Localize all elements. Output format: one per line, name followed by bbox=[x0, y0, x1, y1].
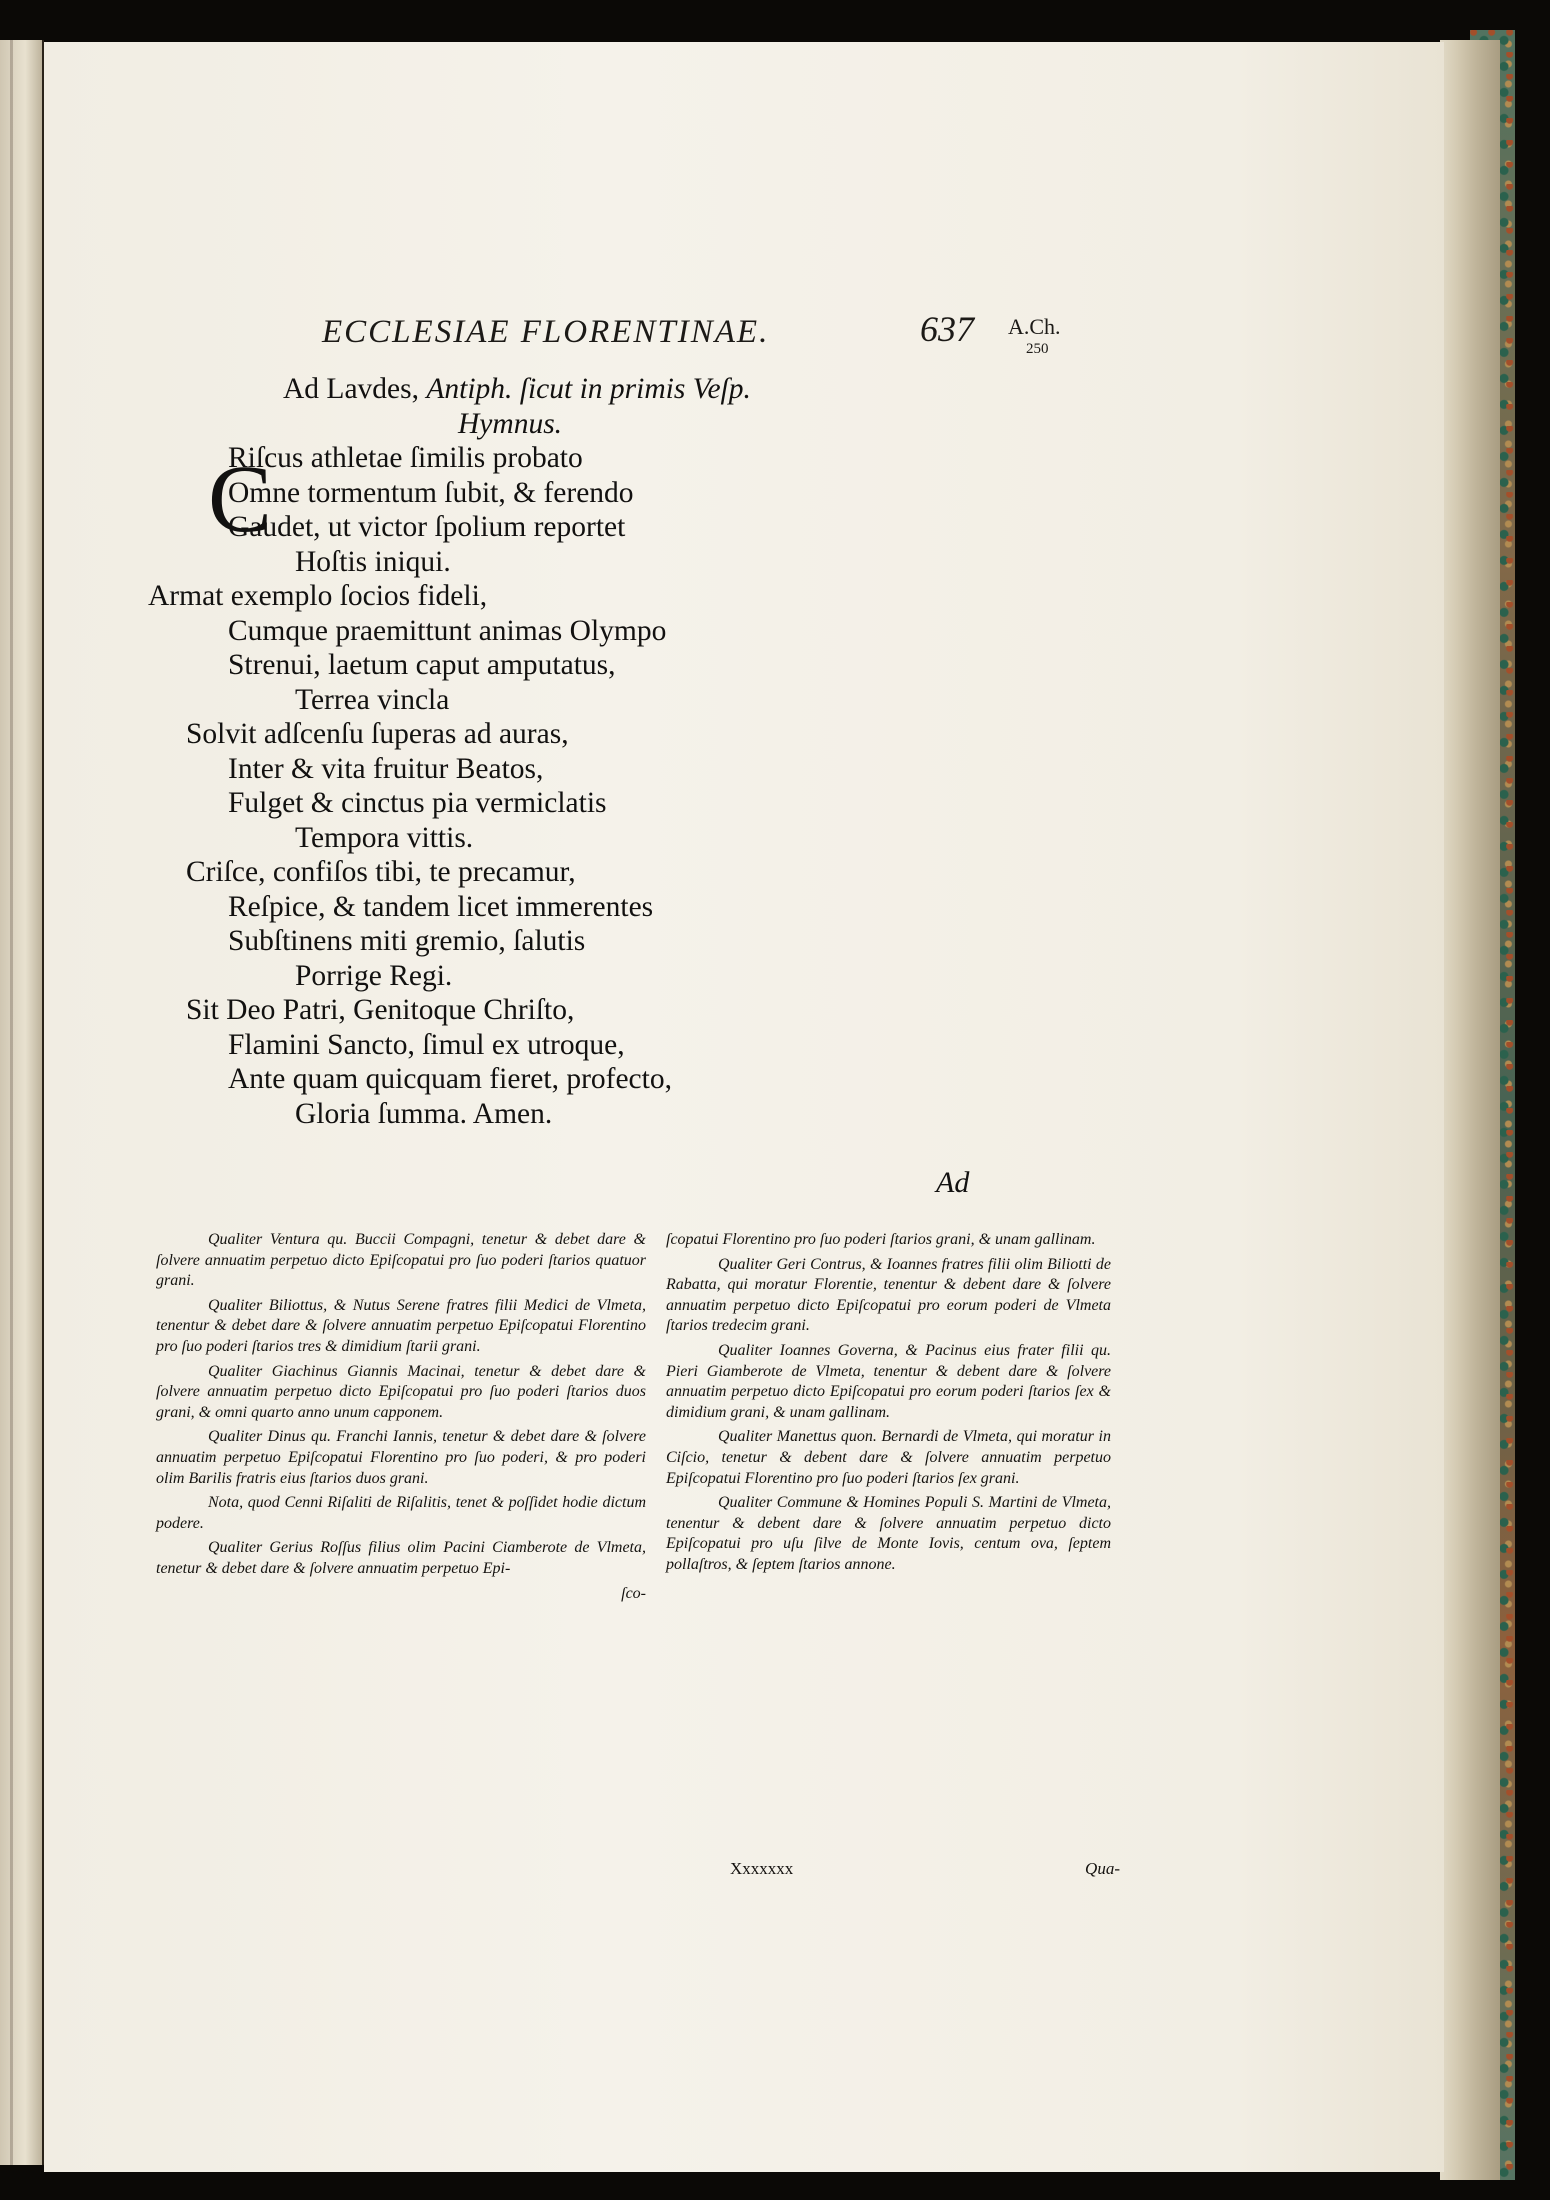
hymn-line: Solvit adſcenſu ſuperas ad auras, bbox=[186, 718, 569, 750]
entry-paragraph: Qualiter Geri Contrus, & Ioannes fratres filii olim Biliotti de Rabatta, qui moratur Florentie, tenentur & debent dare & ſolvere annuatim perpetuo dicto Epiſcopatui pro eorum poderi de Vlmeta ſtarios tredecim grani. bbox=[666, 1255, 1111, 1335]
page-block-edge bbox=[1440, 40, 1500, 2180]
entry-paragraph: ſcopatui Florentino pro ſuo poderi ſtarios grani, & unam gallinam. bbox=[666, 1231, 1096, 1248]
facing-page-edge bbox=[0, 40, 44, 2165]
drop-cap: C bbox=[208, 445, 273, 552]
margin-note-label: A.Ch. bbox=[1008, 314, 1061, 339]
entry-paragraph: Qualiter Ioannes Governa, & Pacinus eius frater filii qu. Pieri Giamberote de Vlmeta, tenentur & debent dare & ſolvere annuatim perpetuo dicto Epiſcopatui pro eorum poderi ſtarios ſex & dimidium grani, & unam gallinam. bbox=[666, 1341, 1111, 1421]
page-number: 637 bbox=[920, 309, 974, 349]
hymn-line: Gaudet, ut victor ſpolium reportet bbox=[228, 511, 626, 543]
hymn-line: Tempora vittis. bbox=[295, 821, 474, 854]
hymn-line: Armat exemplo ſocios fideli, bbox=[148, 580, 488, 612]
hymn-catchword: Ad bbox=[936, 1166, 970, 1199]
hymn-line: Porrige Regi. bbox=[295, 959, 453, 992]
hymn-line: Hoſtis iniqui. bbox=[295, 545, 451, 578]
entry-paragraph: Qualiter Gerius Roſſus filius olim Pacini Ciamberote de Vlmeta, tenetur & debet dare & ſolvere annuatim perpetuo Epi- bbox=[156, 1539, 646, 1577]
hymn-title bbox=[148, 372, 1048, 407]
entry-paragraph: Nota, quod Cenni Riſaliti de Riſalitis, tenet & poſſidet hodie dictum podere. bbox=[156, 1494, 646, 1532]
hymn-line: Subſtinens miti gremio, ſalutis bbox=[228, 925, 586, 957]
hymn-line: Terrea vincla bbox=[295, 683, 450, 716]
hymn-line: Fulget & cinctus pia vermiclatis bbox=[228, 787, 607, 819]
hymn-line: Flamini Sancto, ſimul ex utroque, bbox=[228, 1028, 625, 1061]
entry-paragraph: Qualiter Manettus quon. Bernardi de Vlmeta, qui moratur in Ciſcio, tenetur & debent dare & ſolvere annuatim perpetuo Epiſcopatui Florentino pro ſuo poderi ſtarios ſex grani. bbox=[666, 1428, 1111, 1487]
book-page bbox=[44, 42, 1444, 2172]
entry-paragraph: Qualiter Biliottus, & Nutus Serene fratres filii Medici de Vlmeta, tenentur & debet dare & ſolvere annuatim perpetuo Epiſcopatui Florentino pro ſuo poderi ſtarios tres & dimidium ſtarii grani. bbox=[156, 1296, 646, 1355]
entry-paragraph: Qualiter Dinus qu. Franchi Iannis, tenetur & debet dare & ſolvere annuatim perpetuo Epiſcopatui Florentino pro ſuo poderi, & pro poderi olim Barilis fratris eius ſtarios duos grani. bbox=[156, 1428, 646, 1487]
entry-paragraph: Qualiter Commune & Homines Populi S. Martini de Vlmeta, tenentur & debent dare & ſolvere annuatim perpetuo dicto Epiſcopatui pro uſu ſilve de Monte Iovis, centum ova, ſeptem pollaſtros, & ſeptem ſtarios annone. bbox=[666, 1494, 1111, 1573]
hymn-line: Inter & vita fruitur Beatos, bbox=[228, 752, 544, 785]
signature-row bbox=[730, 1859, 1120, 1883]
left-column bbox=[156, 1230, 646, 1604]
running-head: ECCLESIAE FLORENTINAE. bbox=[322, 314, 770, 350]
margin-note bbox=[1008, 314, 1061, 358]
hymn-block bbox=[148, 372, 1048, 1131]
hymn-line: Strenui, laetum caput amputatus, bbox=[228, 649, 616, 681]
hymn-line: Ante quam quicquam fieret, profecto, bbox=[228, 1063, 672, 1095]
hymn-title-antiphon: Antiph. ſicut in primis Veſp. bbox=[426, 373, 751, 405]
hymn-line: Criſce, confiſos tibi, te precamur, bbox=[186, 856, 576, 888]
hymn-line: Cumque praemittunt animas Olympo bbox=[228, 614, 667, 647]
hymn-title-prefix: Ad Lavdes, bbox=[283, 373, 419, 405]
hymn-subtitle: Hymnus. bbox=[458, 407, 563, 440]
entry-paragraph: Qualiter Giachinus Giannis Macinai, tenetur & debet dare & ſolvere annuatim perpetuo dicto Epiſcopatui pro ſuo poderi ſtarios duos grani, & omni quarto anno unum capponem. bbox=[156, 1362, 646, 1421]
signature-mark: Xxxxxxx bbox=[730, 1859, 794, 1878]
hymn-line: Sit Deo Patri, Genitoque Chriſto, bbox=[186, 994, 575, 1026]
hymn-line: Reſpice, & tandem licet immerentes bbox=[228, 890, 654, 923]
entry-paragraph: Qualiter Ventura qu. Buccii Compagni, tenetur & debet dare & ſolvere annuatim perpetuo dicto Epiſcopatui pro ſuo poderi ſtarios quatuor grani. bbox=[156, 1231, 646, 1290]
hymn-line: Gloria ſumma. Amen. bbox=[295, 1097, 553, 1130]
right-column bbox=[666, 1230, 1111, 1580]
hymn-line: Riſcus athletae ſimilis probato bbox=[228, 442, 583, 474]
hymn-line: Omne tormentum ſubit, & ferendo bbox=[228, 476, 634, 509]
margin-note-year: 250 bbox=[1026, 341, 1049, 358]
right-catchword: Qua- bbox=[1085, 1859, 1120, 1878]
left-catchword: ſco- bbox=[621, 1584, 646, 1602]
